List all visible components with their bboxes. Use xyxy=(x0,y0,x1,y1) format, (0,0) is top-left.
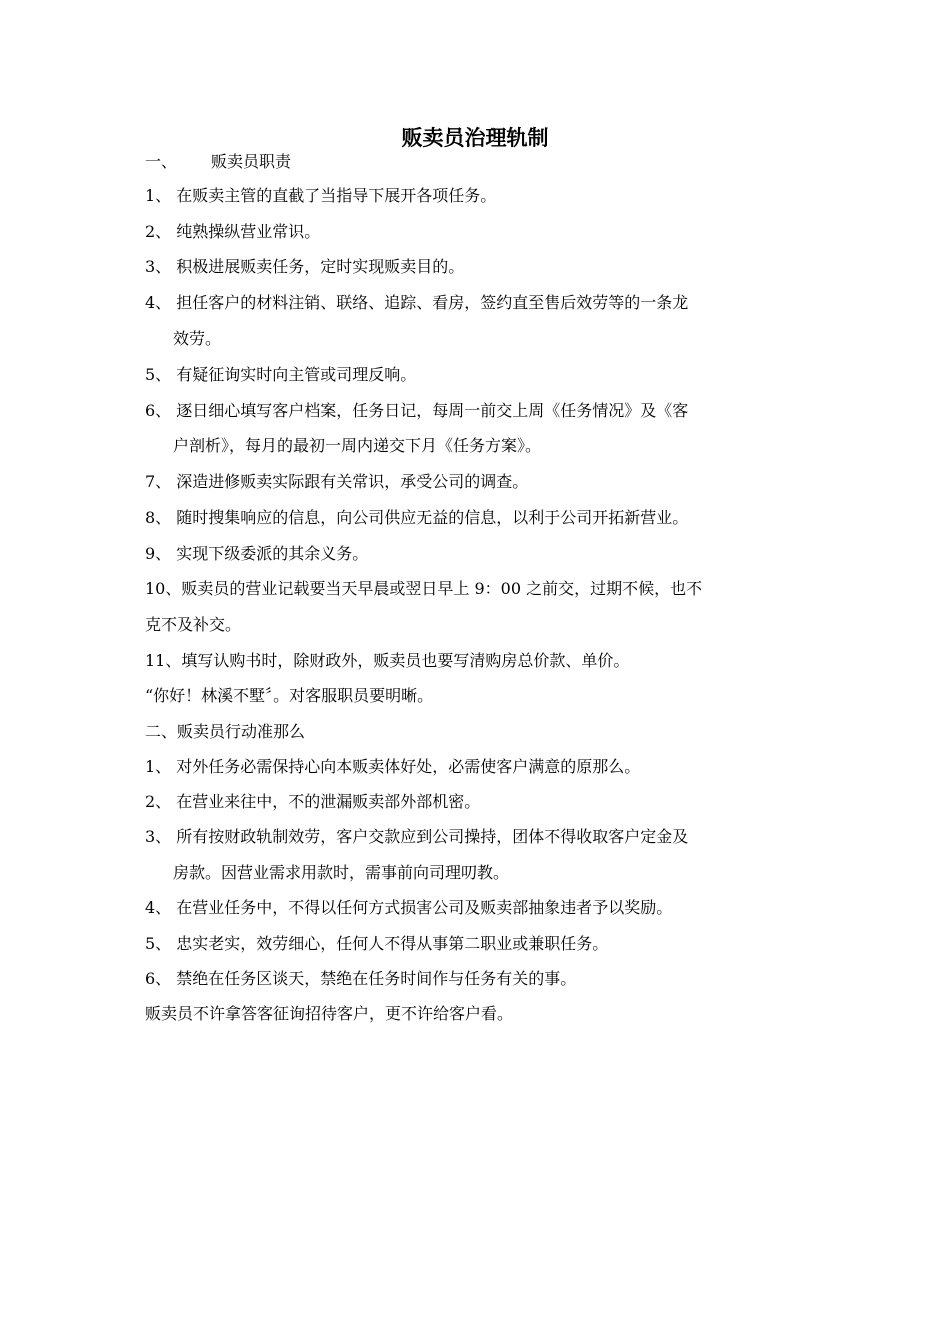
paragraph: “你好！林溪不墅〞。对客服职员要明晰。 xyxy=(145,686,434,705)
list-item-continuation: 效劳。 xyxy=(173,329,222,348)
page-title: 贩卖员治理轨制 xyxy=(401,126,549,150)
list-item: 4、 担任客户的材料注销、联络、追踪、看房，签约直至售后效劳等的一条龙 xyxy=(145,293,689,312)
list-item: 7、 深造进修贩卖实际跟有关常识，承受公司的调查。 xyxy=(145,472,529,491)
list-item-continuation: 户剖析》，每月的最初一周内递交下月《任务方案》。 xyxy=(173,436,542,455)
list-item: 3、 所有按财政轨制效劳，客户交款应到公司操持，团体不得收取客户定金及 xyxy=(145,827,689,846)
section-heading-text: 贩卖员职责 xyxy=(211,152,292,171)
list-item: 11、填写认购书时，除财政外，贩卖员也要写清购房总价款、单价。 xyxy=(145,651,630,670)
list-item-continuation: 房款。因营业需求用款时，需事前向司理叨教。 xyxy=(173,863,510,882)
list-item: 5、 有疑征询实时向主管或司理反响。 xyxy=(145,365,417,384)
section-heading-1 xyxy=(145,152,815,172)
list-item: 8、 随时搜集响应的信息，向公司供应无益的信息，以利于公司开拓新营业。 xyxy=(145,508,689,527)
list-item: 5、 忠实老实，效劳细心，任何人不得从事第二职业或兼职任务。 xyxy=(145,934,609,953)
list-item: 2、 纯熟操纵营业常识。 xyxy=(145,222,321,241)
list-item: 6、 逐日细心填写客户档案，任务日记，每周一前交上周《任务情况》及《客 xyxy=(145,401,689,420)
list-item: 2、 在营业来往中，不的泄漏贩卖部外部机密。 xyxy=(145,792,481,811)
list-item: 10、贩卖员的营业记载要当天早晨或翌日早上 9：00 之前交，过期不候，也不 xyxy=(145,579,703,598)
list-item: 9、 实现下级委派的其余义务。 xyxy=(145,544,369,563)
section-number: 一、 xyxy=(145,152,178,171)
list-item: 1、 对外任务必需保持心向本贩卖体好处，必需使客户满意的原那么。 xyxy=(145,757,641,776)
list-item: 1、 在贩卖主管的直截了当指导下展开各项任务。 xyxy=(145,186,497,205)
paragraph: 贩卖员不许拿答客征询招待客户，更不许给客户看。 xyxy=(145,1004,514,1023)
list-item: 4、 在营业任务中，不得以任何方式损害公司及贩卖部抽象违者予以奖励。 xyxy=(145,898,673,917)
list-item: 3、 积极进展贩卖任务，定时实现贩卖目的。 xyxy=(145,257,465,276)
section-heading-2: 二、贩卖员行动准那么 xyxy=(145,722,306,741)
list-item: 6、 禁绝在任务区谈天，禁绝在任务时间作与任务有关的事。 xyxy=(145,969,577,988)
list-item-continuation: 克不及补交。 xyxy=(145,615,242,634)
